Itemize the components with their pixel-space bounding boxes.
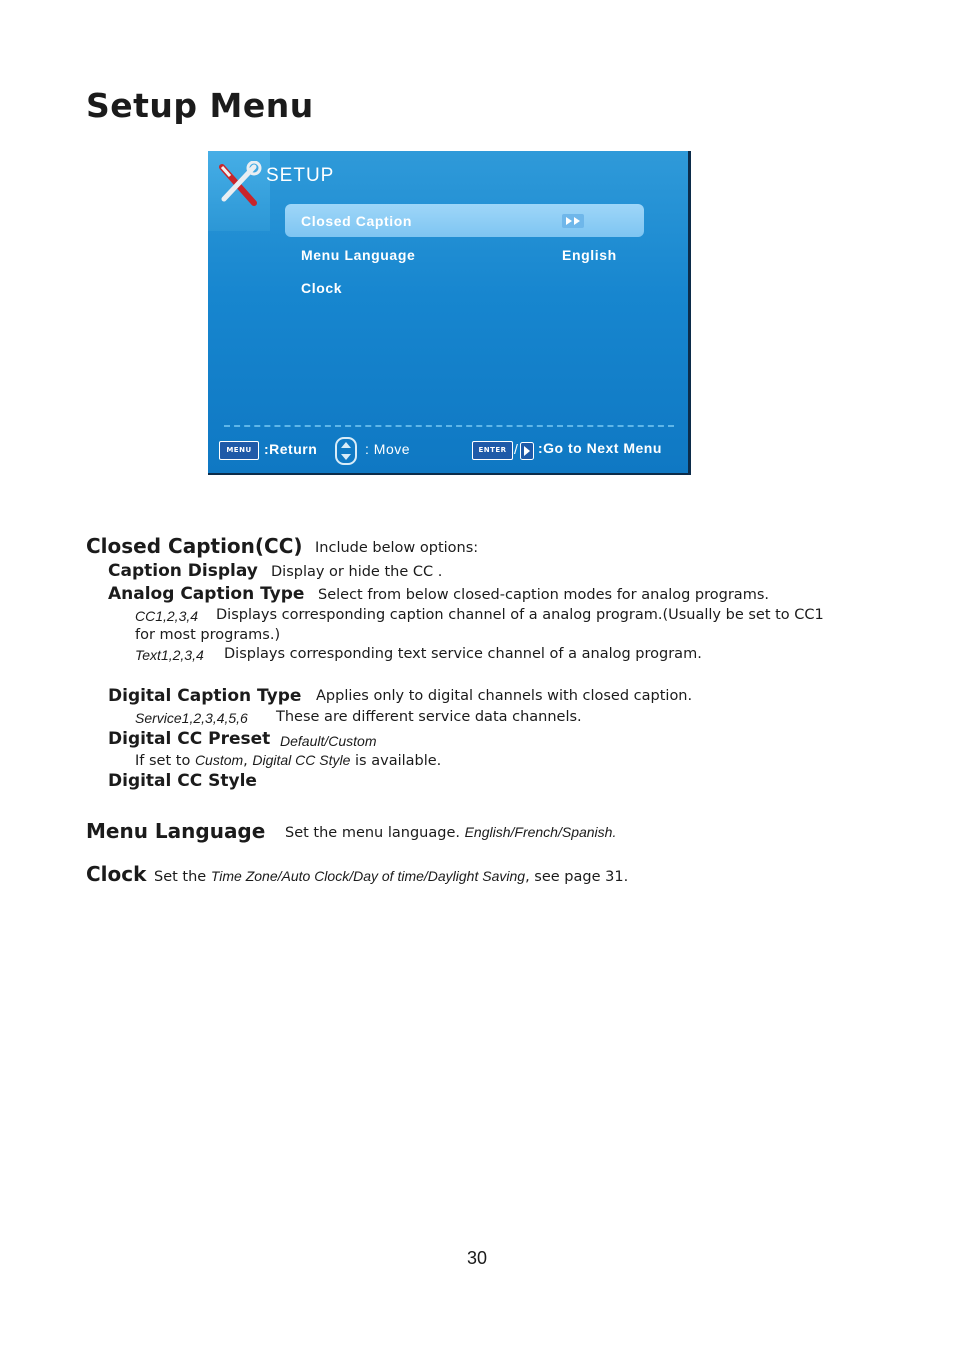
- menu-language-heading: Menu Language: [86, 819, 266, 843]
- menu-language-options: English/French/Spanish.: [464, 824, 617, 840]
- return-hint: :Return: [264, 441, 318, 457]
- digital-caption-type-heading: Digital Caption Type: [108, 686, 302, 706]
- page-title: Setup Menu: [86, 86, 314, 125]
- analog-caption-type-text: Select from below closed-caption modes for analog programs.: [318, 587, 769, 603]
- digital-cc-style-heading: Digital CC Style: [108, 771, 257, 791]
- clock-heading: Clock: [86, 862, 147, 886]
- menu-item-label: Closed Caption: [301, 213, 413, 229]
- clock-page-ref: 31: [605, 869, 624, 885]
- right-arrow-key-icon: [520, 442, 534, 460]
- menu-item-closed-caption[interactable]: [285, 204, 644, 237]
- service-channels-term: Service1,2,3,4,5,6: [135, 710, 248, 726]
- note-text: If set to: [135, 753, 195, 769]
- cc-intro: Include below options:: [315, 540, 479, 556]
- menu-language-text: [285, 824, 616, 841]
- osd-icon-area: [208, 151, 270, 231]
- up-down-icon: [335, 437, 357, 465]
- menu-key: MENU: [219, 441, 259, 460]
- text-channels-text: Displays corresponding text service channel of a analog program.: [224, 646, 702, 662]
- menu-item-clock[interactable]: [285, 271, 644, 304]
- cc-channels-text-cont: for most programs.): [135, 627, 281, 643]
- note-term-style: Digital CC Style: [252, 752, 351, 768]
- caption-display-text: Display or hide the CC .: [271, 564, 443, 580]
- clock-desc: Set the: [154, 869, 211, 885]
- digital-cc-preset-heading: Digital CC Preset: [108, 729, 271, 749]
- caption-display-heading: Caption Display: [108, 561, 258, 581]
- clock-items: Time Zone/Auto Clock/Day of time/Daylight Saving: [210, 868, 526, 884]
- digital-cc-preset-options: Default/Custom: [280, 733, 377, 749]
- osd-title: SETUP: [266, 165, 335, 186]
- digital-cc-preset-note: [135, 752, 441, 769]
- menu-item-label: Menu Language: [301, 247, 416, 263]
- page-number: 30: [466, 1248, 488, 1268]
- move-hint: : Move: [365, 441, 411, 457]
- note-term-custom: Custom: [194, 752, 244, 768]
- footer-divider: [224, 425, 674, 427]
- setup-osd-screenshot: [208, 151, 691, 475]
- clock-desc: , see page: [525, 869, 606, 885]
- note-text: is available.: [350, 753, 442, 769]
- next-menu-hint: :Go to Next Menu: [538, 440, 662, 456]
- text-channels-term: Text1,2,3,4: [135, 647, 204, 663]
- menu-item-value: English: [562, 247, 617, 263]
- analog-caption-type-heading: Analog Caption Type: [108, 584, 305, 604]
- clock-desc: .: [623, 869, 629, 885]
- enter-key: ENTER: [472, 441, 513, 460]
- cc-heading: Closed Caption(CC): [86, 534, 303, 558]
- menu-item-menu-language[interactable]: [285, 238, 644, 271]
- menu-language-desc: Set the menu language.: [285, 825, 460, 841]
- cc-channels-term: CC1,2,3,4: [135, 608, 199, 624]
- tools-icon: [214, 161, 262, 209]
- service-channels-text: These are different service data channels.: [276, 709, 582, 725]
- digital-caption-type-text: Applies only to digital channels with closed caption.: [316, 688, 693, 704]
- clock-text: [154, 868, 628, 885]
- note-text: ,: [243, 753, 253, 769]
- menu-item-label: Clock: [301, 280, 343, 296]
- cc-channels-text: Displays corresponding caption channel of a analog program.(Usually be set to CC1: [216, 607, 824, 623]
- right-arrows-icon: [562, 214, 584, 228]
- slash: /: [514, 441, 519, 457]
